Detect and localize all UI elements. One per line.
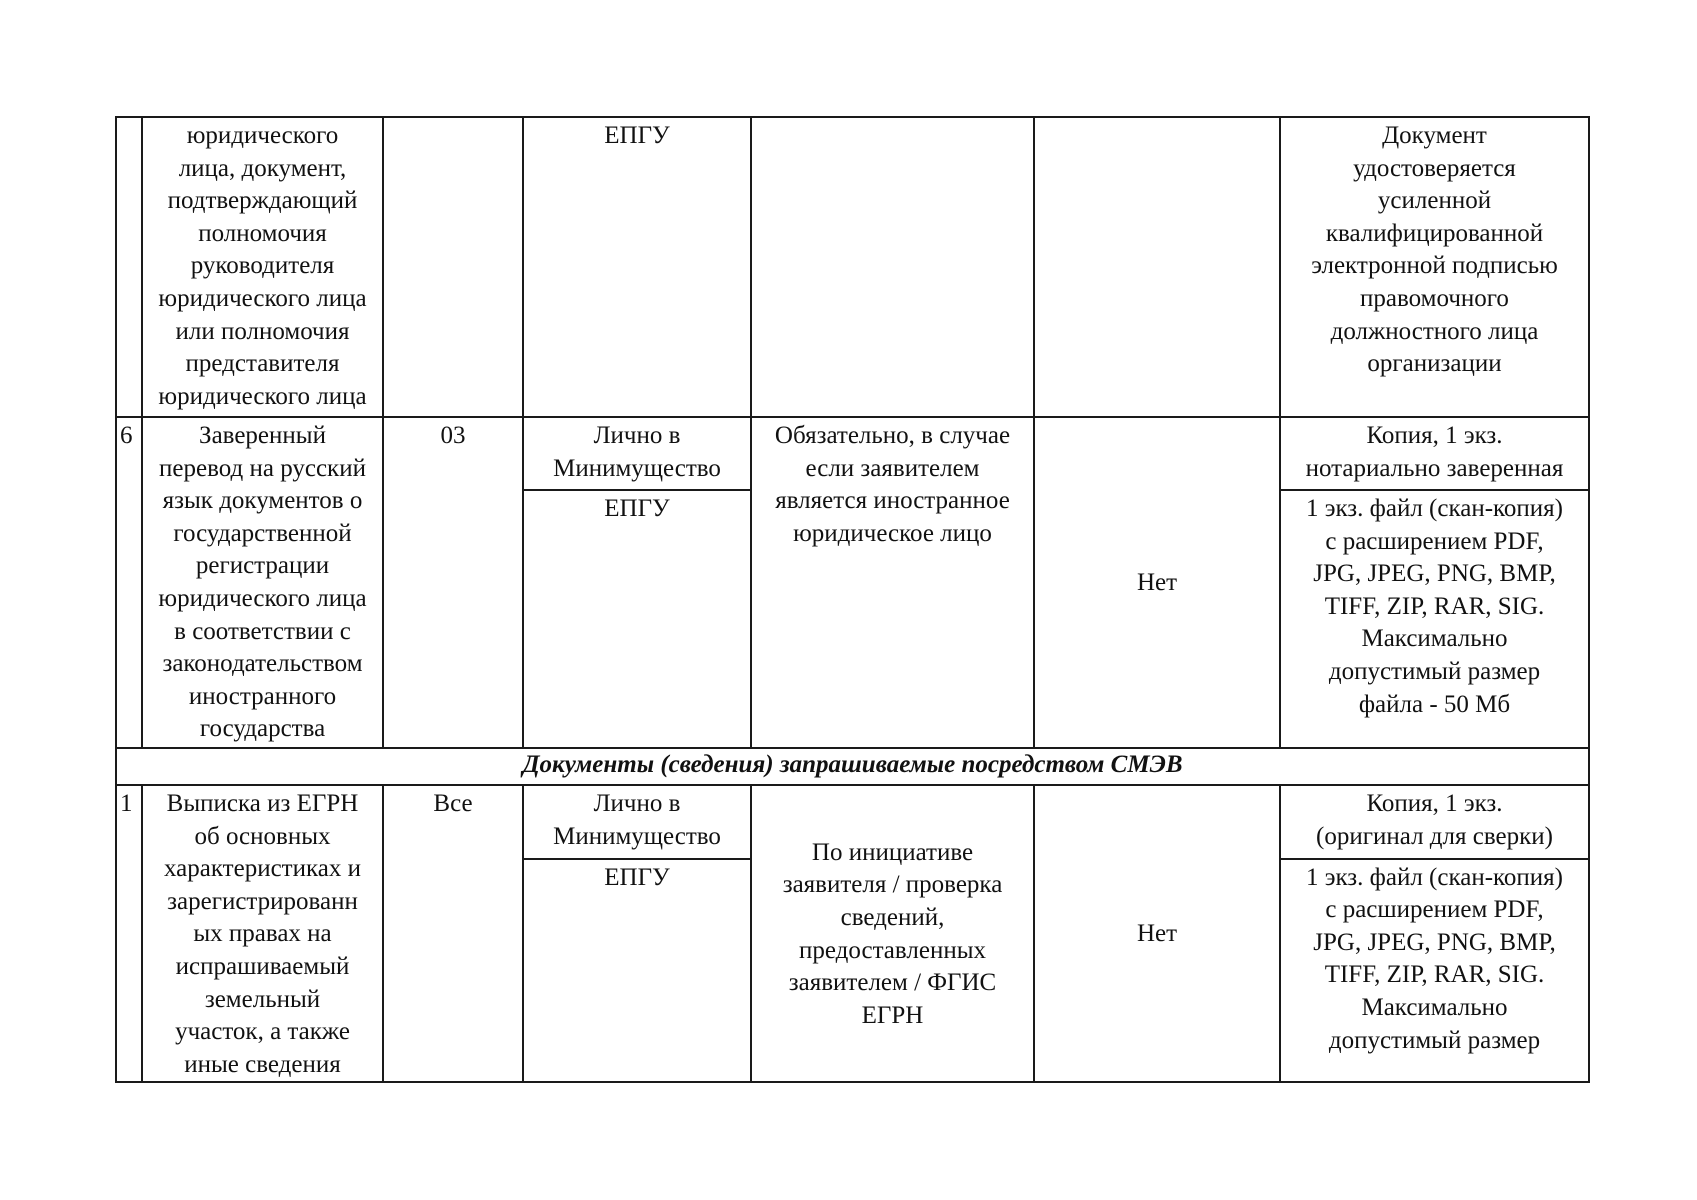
text-line: По инициативе	[811, 838, 974, 866]
submission-method-cell	[523, 859, 751, 1083]
text-line: представителя	[185, 350, 340, 378]
requirements-cell	[1280, 785, 1589, 859]
document-name-cell	[142, 417, 383, 748]
text-line: предоставленных	[798, 936, 986, 964]
text-line: земельный	[204, 985, 321, 1013]
condition-cell	[751, 785, 1034, 1082]
text-line: 1 экз. файл (скан-копия)	[1305, 863, 1564, 891]
requirements-cell	[1280, 490, 1589, 748]
applicant-category-cell	[383, 117, 523, 417]
text-line: правомочного	[1360, 284, 1509, 312]
text-line: Минимущество	[553, 822, 721, 850]
text-line: ЕПГУ	[604, 495, 670, 522]
text-line: JPG, JPEG, PNG, BMP,	[1313, 560, 1556, 588]
text-line: участок, а также	[175, 1018, 350, 1046]
text-line: об основных	[194, 822, 331, 850]
requirements-cell	[1280, 859, 1589, 1083]
document-name-cell	[142, 117, 383, 417]
text-line: Копия, 1 экз.	[1366, 790, 1503, 817]
text-line: ЕГРН	[861, 1001, 924, 1029]
documents-table	[115, 116, 1590, 1083]
requirements-cell	[1280, 417, 1589, 490]
text-line: нотариально заверенная	[1305, 454, 1564, 482]
text-line: юридического лица	[158, 382, 367, 410]
text-line: сведений,	[840, 904, 945, 932]
text-line: файла - 50 Мб	[1358, 690, 1511, 718]
text-line: TIFF, ZIP, RAR, SIG.	[1324, 961, 1545, 989]
text-line: язык документов о	[162, 487, 363, 515]
text-line: Выписка из ЕГРН	[166, 790, 359, 817]
submission-method-cell	[523, 785, 751, 859]
text-line: руководителя	[190, 252, 335, 280]
text-line: юридическое лицо	[793, 519, 992, 547]
text-line: заявителем / ФГИС	[788, 969, 997, 997]
submission-method-cell	[523, 490, 751, 748]
requirements-cell	[1280, 117, 1589, 417]
text-line: квалифицированной	[1325, 219, 1544, 247]
text-line: Копия, 1 экз.	[1366, 422, 1503, 449]
table-row	[116, 117, 1589, 417]
text-line: с расширением PDF,	[1325, 527, 1544, 555]
text-line: иностранного	[188, 682, 337, 710]
table-row	[116, 785, 1589, 859]
text-line: 1 экз. файл (скан-копия)	[1305, 495, 1564, 522]
section-title: Документы (сведения) запрашиваемые посредством СМЭВ	[116, 748, 1589, 785]
text-line: заявителя / проверка	[782, 871, 1003, 899]
text-line: юридического	[186, 122, 339, 149]
document-name-cell	[142, 785, 383, 1082]
text-line: лица, документ,	[178, 154, 347, 182]
text-line: государства	[199, 715, 326, 743]
text-line: законодательством	[162, 650, 363, 678]
text-line: ЕПГУ	[604, 122, 670, 149]
table-section-row	[116, 748, 1589, 785]
text-line: (оригинал для сверки)	[1316, 822, 1553, 850]
applicant-category-cell: Все	[383, 785, 523, 1082]
text-line: Документ	[1382, 122, 1487, 149]
table-row	[116, 417, 1589, 490]
text-line: с расширением PDF,	[1325, 896, 1544, 924]
text-line: перевод на русский	[159, 454, 366, 482]
text-line: подтверждающий	[167, 187, 358, 215]
text-line: допустимый размер	[1328, 657, 1541, 685]
text-line: Обязательно, в случае	[774, 422, 1011, 449]
text-line: зарегистрированн	[167, 887, 358, 915]
text-line: если заявителем	[805, 454, 980, 482]
text-line: JPG, JPEG, PNG, BMP,	[1313, 928, 1556, 956]
applicant-category-cell: 03	[383, 417, 523, 748]
text-line: Максимально	[1361, 993, 1508, 1021]
text-line: ЕПГУ	[604, 863, 670, 891]
condition-cell	[751, 117, 1034, 417]
own-initiative-cell: Нет	[1034, 785, 1280, 1082]
text-line: характеристиках и	[164, 855, 361, 883]
row-number-cell: 6	[116, 417, 142, 748]
text-line: должностного лица	[1330, 317, 1539, 345]
row-number-cell: 1	[116, 785, 142, 1082]
text-line: регистрации	[195, 552, 330, 580]
text-line: электронной подписью	[1311, 252, 1558, 280]
text-line: организации	[1367, 350, 1502, 378]
text-line: допустимый размер	[1328, 1026, 1541, 1054]
text-line: или полномочия	[175, 317, 350, 345]
text-line: юридического лица	[158, 584, 367, 612]
text-line: Минимущество	[553, 454, 721, 482]
text-line: Лично в	[593, 422, 681, 449]
text-line: Лично в	[593, 790, 681, 817]
text-line: усиленной	[1377, 187, 1492, 215]
text-line: ых правах на	[193, 920, 332, 948]
text-line: Максимально	[1361, 625, 1508, 653]
text-line: испрашиваемый	[175, 952, 350, 980]
text-line: полномочия	[198, 219, 327, 247]
condition-cell	[751, 417, 1034, 748]
text-line: юридического лица	[158, 284, 367, 312]
text-line: TIFF, ZIP, RAR, SIG.	[1324, 592, 1545, 620]
row-number-cell	[116, 117, 142, 417]
submission-method-cell	[523, 417, 751, 490]
text-line: удостоверяется	[1353, 154, 1516, 182]
text-line: в соответствии с	[174, 617, 351, 645]
text-line: Заверенный	[199, 422, 326, 449]
own-initiative-cell: Нет	[1034, 417, 1280, 748]
text-line: государственной	[173, 519, 352, 547]
text-line: является иностранное	[775, 487, 1010, 515]
own-initiative-cell	[1034, 117, 1280, 417]
text-line: иные сведения	[184, 1050, 341, 1078]
submission-method-cell	[523, 117, 751, 417]
